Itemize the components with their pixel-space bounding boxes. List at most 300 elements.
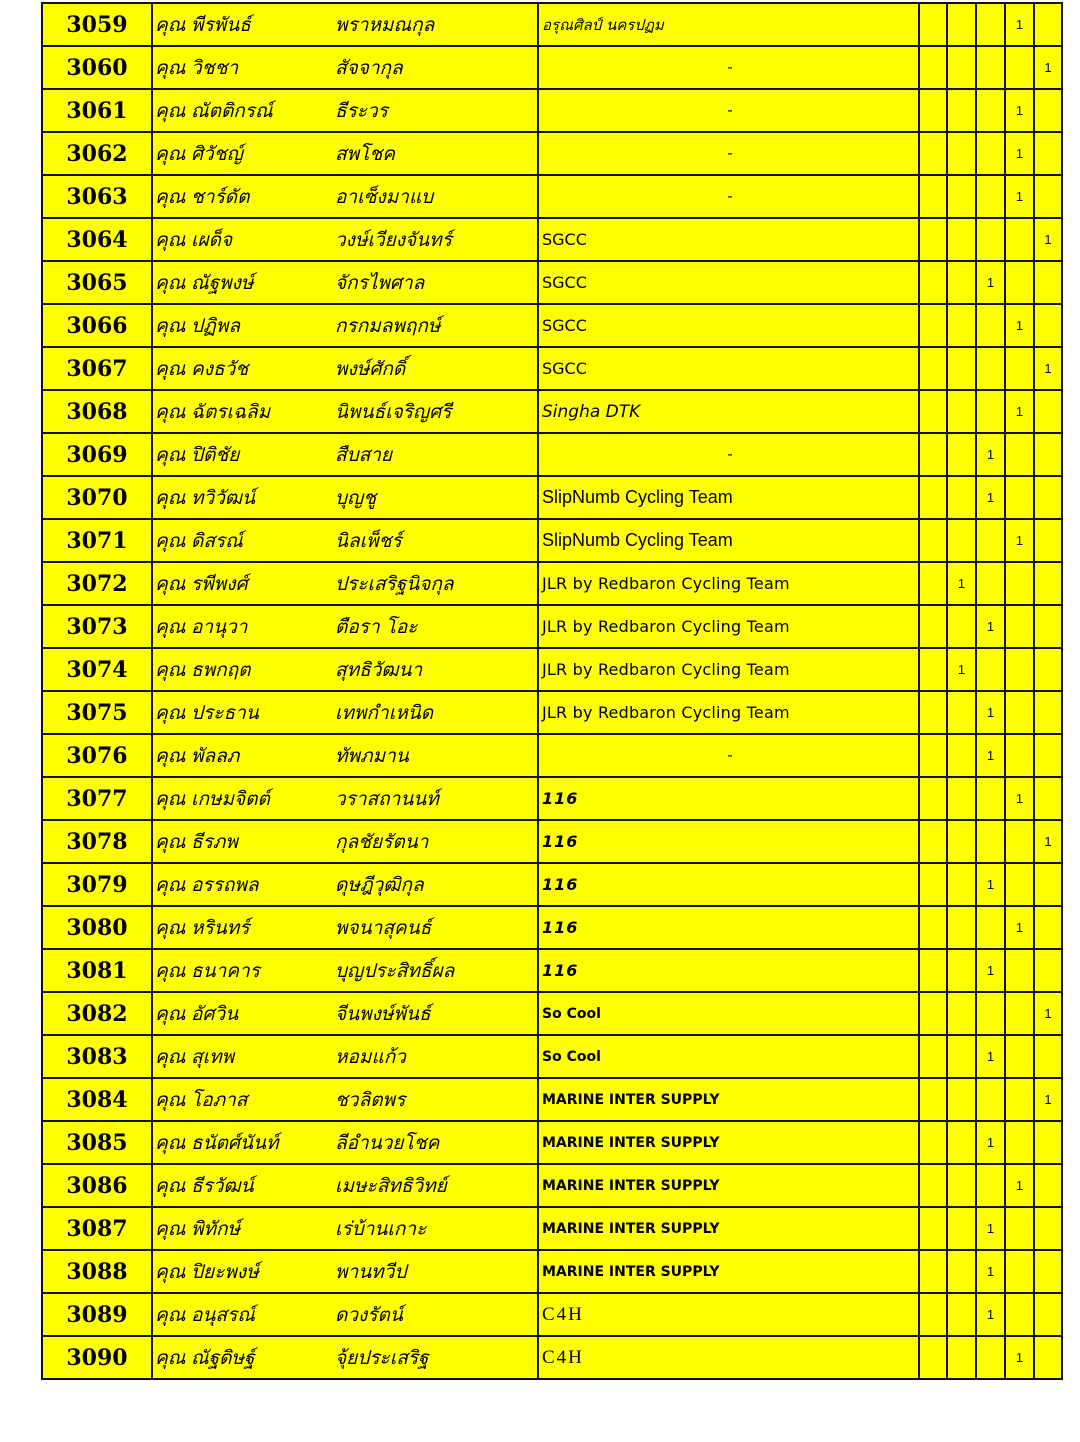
category-mark-1 [919,3,947,46]
first-name: ชาร์ดัต [191,185,250,208]
honorific: คุณ [155,142,186,165]
table-row [42,261,1062,304]
bib-number: 3062 [42,132,152,175]
category-mark-4: 1 [1005,89,1034,132]
category-mark-5 [1034,648,1062,691]
table-row [42,1250,1062,1293]
table-row [42,132,1062,175]
bib-number: 3085 [42,1121,152,1164]
team-name: JLR by Redbaron Cycling Team [538,648,919,691]
last-name: กุลชัยรัตนา [335,820,538,863]
category-mark-2 [947,777,976,820]
last-name: จักรไพศาล [335,261,538,304]
category-mark-2 [947,1336,976,1379]
category-mark-5 [1034,1293,1062,1336]
category-mark-2 [947,1164,976,1207]
last-name: ดุษฎีวุฒิกุล [335,863,538,906]
category-mark-5: 1 [1034,1078,1062,1121]
last-name: ประเสริฐนิจกุล [335,562,538,605]
category-mark-3: 1 [976,734,1005,777]
team-name: 116 [538,820,919,863]
category-mark-3 [976,648,1005,691]
first-name: อนุสรณ์ [191,1303,255,1326]
bib-number: 3070 [42,476,152,519]
category-mark-3 [976,777,1005,820]
table-row [42,1164,1062,1207]
honorific: คุณ [155,1346,186,1369]
category-mark-2 [947,949,976,992]
category-mark-4: 1 [1005,519,1034,562]
honorific: คุณ [155,1088,186,1111]
category-mark-4 [1005,734,1034,777]
category-mark-4 [1005,1207,1034,1250]
category-mark-2 [947,691,976,734]
category-mark-1 [919,390,947,433]
table-row [42,605,1062,648]
first-name-cell [152,734,335,777]
category-mark-3 [976,3,1005,46]
team-name: - [538,46,919,89]
bib-number: 3061 [42,89,152,132]
honorific: คุณ [155,1174,186,1197]
category-mark-3 [976,390,1005,433]
category-mark-1 [919,175,947,218]
category-mark-2 [947,347,976,390]
last-name: นิลเพ็ชร์ [335,519,538,562]
first-name-cell [152,304,335,347]
honorific: คุณ [155,271,186,294]
category-mark-5 [1034,476,1062,519]
honorific: คุณ [155,13,186,36]
bib-number: 3068 [42,390,152,433]
first-name: อานุวา [191,615,248,638]
category-mark-3 [976,132,1005,175]
team-name: 116 [538,863,919,906]
category-mark-2 [947,3,976,46]
first-name-cell [152,46,335,89]
category-mark-4 [1005,1035,1034,1078]
category-mark-1 [919,1207,947,1250]
bib-number: 3081 [42,949,152,992]
table-row [42,863,1062,906]
category-mark-2 [947,390,976,433]
table-row [42,1336,1062,1379]
category-mark-4 [1005,1078,1034,1121]
category-mark-2 [947,132,976,175]
bib-number: 3090 [42,1336,152,1379]
first-name: ธพกฤต [191,658,251,681]
bib-number: 3069 [42,433,152,476]
bib-number: 3083 [42,1035,152,1078]
last-name: พราหมณกุล [335,3,538,46]
bib-number: 3074 [42,648,152,691]
first-name: ศิวัชญ์ [191,142,243,165]
category-mark-5 [1034,261,1062,304]
category-mark-4 [1005,433,1034,476]
first-name: ดิสรณ์ [191,529,243,552]
last-name: พจนาสุคนธ์ [335,906,538,949]
bib-number: 3072 [42,562,152,605]
category-mark-1 [919,1164,947,1207]
table-row [42,218,1062,261]
last-name: บุญประสิทธิ์ผล [335,949,538,992]
category-mark-1 [919,1336,947,1379]
category-mark-2 [947,820,976,863]
team-name: So Cool [538,1035,919,1078]
first-name: หรินทร์ [191,916,250,939]
category-mark-3: 1 [976,691,1005,734]
table-body [42,3,1062,1379]
table-row [42,949,1062,992]
category-mark-1 [919,1293,947,1336]
honorific: คุณ [155,916,186,939]
category-mark-5 [1034,3,1062,46]
first-name: พัลลภ [191,744,240,767]
category-mark-2 [947,433,976,476]
category-mark-2 [947,863,976,906]
team-name: MARINE INTER SUPPLY [538,1207,919,1250]
first-name: ณัตติกรณ์ [191,99,273,122]
category-mark-3 [976,304,1005,347]
last-name: ชวลิตพร [335,1078,538,1121]
first-name-cell [152,949,335,992]
honorific: คุณ [155,1217,186,1240]
last-name: สัจจากุล [335,46,538,89]
category-mark-4 [1005,347,1034,390]
honorific: คุณ [155,400,186,423]
honorific: คุณ [155,701,186,724]
category-mark-3 [976,562,1005,605]
bib-number: 3071 [42,519,152,562]
category-mark-1 [919,562,947,605]
honorific: คุณ [155,787,186,810]
first-name: อัศวิน [191,1002,239,1025]
category-mark-5: 1 [1034,992,1062,1035]
category-mark-3 [976,1164,1005,1207]
category-mark-5 [1034,1250,1062,1293]
category-mark-5 [1034,89,1062,132]
category-mark-3 [976,1078,1005,1121]
category-mark-2 [947,1293,976,1336]
category-mark-3 [976,218,1005,261]
last-name: ทัพภมาน [335,734,538,777]
table-row [42,46,1062,89]
first-name-cell [152,1293,335,1336]
last-name: เมษะสิทธิวิทย์ [335,1164,538,1207]
category-mark-4: 1 [1005,132,1034,175]
last-name: ลีอำนวยโชค [335,1121,538,1164]
honorific: คุณ [155,873,186,896]
first-name: เกษมจิตต์ [191,787,270,810]
category-mark-3: 1 [976,433,1005,476]
honorific: คุณ [155,1303,186,1326]
first-name-cell [152,906,335,949]
table-row [42,89,1062,132]
first-name: รพีพงศ์ [191,572,248,595]
category-mark-2 [947,261,976,304]
table-row [42,648,1062,691]
category-mark-5 [1034,175,1062,218]
first-name-cell [152,777,335,820]
first-name-cell [152,863,335,906]
honorific: คุณ [155,658,186,681]
category-mark-1 [919,304,947,347]
category-mark-5 [1034,519,1062,562]
category-mark-5 [1034,605,1062,648]
category-mark-5: 1 [1034,218,1062,261]
team-name: Singha DTK [538,390,919,433]
first-name: ณัฐพงษ์ [191,271,254,294]
table-row [42,1293,1062,1336]
first-name-cell [152,1078,335,1121]
category-mark-2 [947,1207,976,1250]
category-mark-4 [1005,261,1034,304]
honorific: คุณ [155,99,186,122]
category-mark-5 [1034,304,1062,347]
category-mark-5 [1034,777,1062,820]
category-mark-3 [976,519,1005,562]
category-mark-5 [1034,1035,1062,1078]
category-mark-4: 1 [1005,906,1034,949]
honorific: คุณ [155,1260,186,1283]
first-name: พิทักษ์ [191,1217,241,1240]
team-name: C4H [538,1293,919,1336]
table-row [42,820,1062,863]
table-row [42,992,1062,1035]
first-name: ปิยะพงษ์ [191,1260,259,1283]
category-mark-4 [1005,1293,1034,1336]
category-mark-1 [919,132,947,175]
category-mark-3: 1 [976,605,1005,648]
first-name: ปฏิพล [191,314,240,337]
category-mark-2 [947,1250,976,1293]
table-row [42,347,1062,390]
category-mark-1 [919,863,947,906]
category-mark-3 [976,175,1005,218]
category-mark-1 [919,906,947,949]
team-name: อรุณศิลป์ นครปฏม [538,3,919,46]
category-mark-1 [919,777,947,820]
last-name: กรกมลพฤกษ์ [335,304,538,347]
first-name-cell [152,605,335,648]
last-name: บุญชู [335,476,538,519]
table-row [42,175,1062,218]
category-mark-4 [1005,476,1034,519]
category-mark-4 [1005,1121,1034,1164]
first-name: อรรถพล [191,873,259,896]
last-name: จุ้ยประเสริฐ [335,1336,538,1379]
first-name-cell [152,89,335,132]
first-name-cell [152,1164,335,1207]
category-mark-1 [919,476,947,519]
team-name: SGCC [538,261,919,304]
first-name: ปิติชัย [191,443,240,466]
category-mark-4 [1005,562,1034,605]
team-name: MARINE INTER SUPPLY [538,1164,919,1207]
category-mark-4 [1005,691,1034,734]
category-mark-5 [1034,1121,1062,1164]
first-name-cell [152,132,335,175]
first-name-cell [152,820,335,863]
team-name: - [538,433,919,476]
first-name-cell [152,433,335,476]
category-mark-5 [1034,562,1062,605]
bib-number: 3089 [42,1293,152,1336]
first-name-cell [152,218,335,261]
team-name: 116 [538,949,919,992]
category-mark-1 [919,992,947,1035]
bib-number: 3077 [42,777,152,820]
category-mark-2 [947,605,976,648]
last-name: นิพนธ์เจริญศรี [335,390,538,433]
category-mark-2 [947,218,976,261]
category-mark-1 [919,89,947,132]
bib-number: 3067 [42,347,152,390]
category-mark-3 [976,347,1005,390]
team-name: C4H [538,1336,919,1379]
category-mark-5 [1034,734,1062,777]
category-mark-1 [919,519,947,562]
honorific: คุณ [155,314,186,337]
category-mark-3 [976,820,1005,863]
team-name: - [538,89,919,132]
team-name: MARINE INTER SUPPLY [538,1121,919,1164]
category-mark-1 [919,691,947,734]
category-mark-3 [976,1336,1005,1379]
bib-number: 3080 [42,906,152,949]
category-mark-4 [1005,648,1034,691]
honorific: คุณ [155,959,186,982]
registration-table [41,2,1063,1380]
category-mark-4: 1 [1005,1336,1034,1379]
category-mark-4: 1 [1005,777,1034,820]
team-name: JLR by Redbaron Cycling Team [538,605,919,648]
category-mark-3 [976,992,1005,1035]
bib-number: 3075 [42,691,152,734]
honorific: คุณ [155,486,186,509]
last-name: สุทธิวัฒนา [335,648,538,691]
category-mark-1 [919,1121,947,1164]
team-name: SGCC [538,304,919,347]
team-name: MARINE INTER SUPPLY [538,1250,919,1293]
category-mark-4: 1 [1005,304,1034,347]
category-mark-4: 1 [1005,390,1034,433]
team-name: SGCC [538,218,919,261]
bib-number: 3063 [42,175,152,218]
category-mark-4 [1005,863,1034,906]
category-mark-5 [1034,390,1062,433]
last-name: เร่บ้านเกาะ [335,1207,538,1250]
bib-number: 3078 [42,820,152,863]
team-name: SlipNumb Cycling Team [538,519,919,562]
bib-number: 3066 [42,304,152,347]
category-mark-1 [919,1250,947,1293]
first-name: โอภาส [191,1088,248,1111]
table-row [42,1121,1062,1164]
table-row [42,562,1062,605]
last-name: ธีระวร [335,89,538,132]
team-name: MARINE INTER SUPPLY [538,1078,919,1121]
bib-number: 3088 [42,1250,152,1293]
honorific: คุณ [155,1002,186,1025]
first-name-cell [152,476,335,519]
category-mark-1 [919,648,947,691]
first-name: ธีรวัฒน์ [191,1174,254,1197]
honorific: คุณ [155,56,186,79]
last-name: พานทวีป [335,1250,538,1293]
category-mark-4: 1 [1005,1164,1034,1207]
category-mark-5 [1034,1207,1062,1250]
bib-number: 3082 [42,992,152,1035]
team-name: - [538,175,919,218]
first-name-cell [152,1121,335,1164]
honorific: คุณ [155,228,186,251]
category-mark-2 [947,1121,976,1164]
category-mark-1 [919,46,947,89]
table-row [42,777,1062,820]
first-name-cell [152,648,335,691]
category-mark-1 [919,261,947,304]
team-name: - [538,132,919,175]
bib-number: 3079 [42,863,152,906]
first-name-cell [152,3,335,46]
last-name: พงษ์ศักดิ์ [335,347,538,390]
table-row [42,476,1062,519]
category-mark-2 [947,906,976,949]
table-row [42,734,1062,777]
first-name: ธนาคาร [191,959,260,982]
first-name-cell [152,519,335,562]
table-row [42,1035,1062,1078]
bib-number: 3065 [42,261,152,304]
last-name: หอมแก้ว [335,1035,538,1078]
category-mark-1 [919,347,947,390]
first-name-cell [152,1250,335,1293]
category-mark-5: 1 [1034,46,1062,89]
honorific: คุณ [155,830,186,853]
bib-number: 3086 [42,1164,152,1207]
team-name: So Cool [538,992,919,1035]
category-mark-5 [1034,1336,1062,1379]
category-mark-5 [1034,132,1062,175]
category-mark-1 [919,1035,947,1078]
category-mark-5 [1034,691,1062,734]
category-mark-3: 1 [976,1250,1005,1293]
category-mark-5 [1034,433,1062,476]
category-mark-4 [1005,46,1034,89]
first-name: ธีรภพ [191,830,238,853]
first-name: ธนัตศ์นันท์ [191,1131,279,1154]
last-name: ดวงรัตน์ [335,1293,538,1336]
category-mark-3: 1 [976,863,1005,906]
category-mark-2 [947,89,976,132]
last-name: เทพกำเหนิด [335,691,538,734]
first-name-cell [152,992,335,1035]
category-mark-3 [976,89,1005,132]
category-mark-1 [919,820,947,863]
table-row [42,3,1062,46]
category-mark-5: 1 [1034,347,1062,390]
category-mark-1 [919,218,947,261]
category-mark-1 [919,949,947,992]
last-name: วงษ์เวียงจันทร์ [335,218,538,261]
category-mark-4 [1005,820,1034,863]
category-mark-5 [1034,863,1062,906]
category-mark-1 [919,433,947,476]
first-name: เผด็จ [191,228,233,251]
first-name: ประธาน [191,701,259,724]
last-name: สืบสาย [335,433,538,476]
